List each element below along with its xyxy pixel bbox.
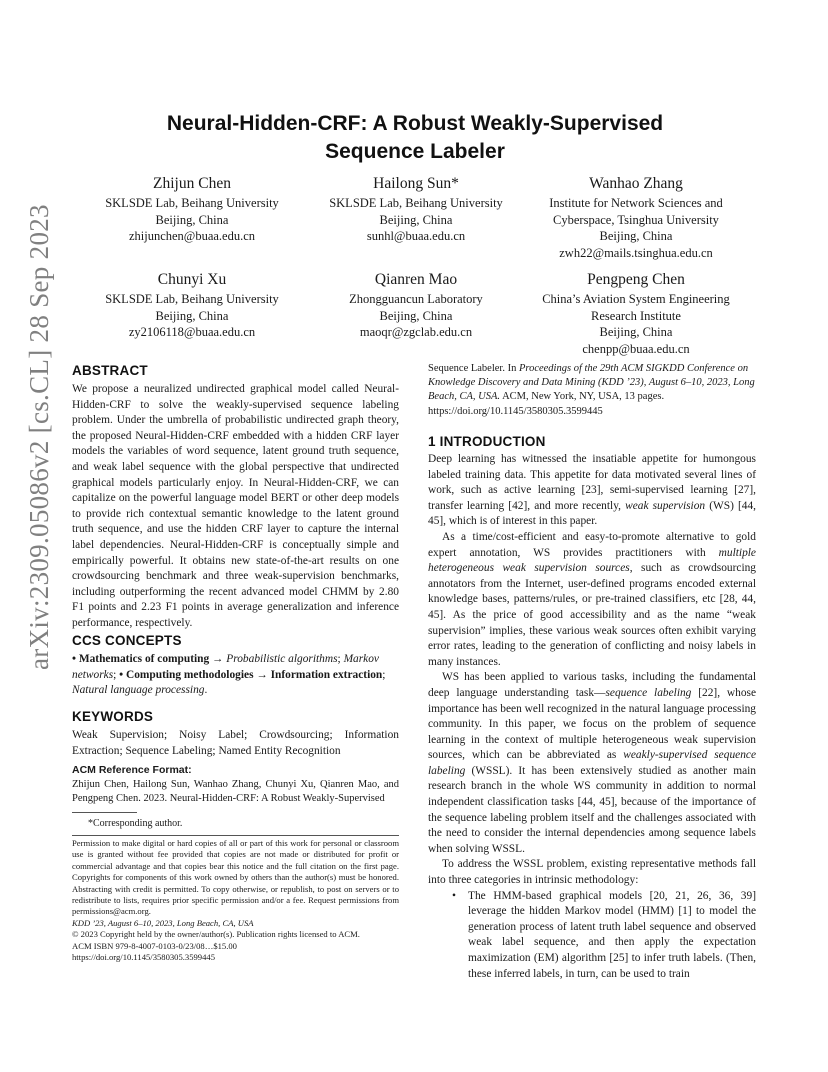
isbn-line: ACM ISBN 979-8-4007-0103-0/23/08…$15.00 bbox=[72, 940, 237, 951]
author-block bbox=[296, 270, 536, 341]
conference-line: KDD ’23, August 6–10, 2023, Long Beach, CA, USA bbox=[72, 917, 254, 928]
author-name: Wanhao Zhang bbox=[589, 175, 683, 192]
author-name: Pengpeng Chen bbox=[587, 271, 685, 288]
author-block bbox=[72, 174, 312, 245]
keywords-heading: KEYWORDS bbox=[72, 709, 154, 724]
abstract-heading: ABSTRACT bbox=[72, 363, 148, 378]
author-name: Zhijun Chen bbox=[153, 175, 231, 192]
author-affiliation: Institute for Network Sciences and bbox=[549, 196, 723, 210]
abstract-text: We propose a neuralized undirected graphical model called Neural-Hidden-CRF to solve the weakly-supervised sequence labeling problem. Under the umbrella of probabilistic undirected graph theory, the proposed Neural-Hidden-CRF embedded with a hidden CRF layer models the variables of word sequence, latent ground truth sequence, and weak label sequence with the global perspective that undirected graphical models particularly enjoy. In Neural-Hidden-CRF, we can capitalize on the powerful language model BERT or other deep models to provide rich contextual semantic knowledge to the latent ground truth sequence, and use the hidden CRF layer to capture the internal label dependencies. Neural-Hidden-CRF is conceptually simple and empirically powerful. It obtains new state-of-the-art results on one crowdsourcing benchmark and three weak-supervision benchmarks, including outperforming the recent advanced model CHMM by 2.80 F1 points and 2.23 F1 points in average generalization and inference performance, respectively. bbox=[72, 383, 399, 629]
author-affiliation: China’s Aviation System Engineering bbox=[542, 292, 730, 306]
author-email: maoqr@zgclab.edu.cn bbox=[359, 325, 473, 339]
paragraph: WS has been applied to various tasks, including the fundamental deep language understanding task—sequence labeling [22], whose importance has been well recognized in the natural language processing community. In this paper, we focus on the problem of sequence learning in the context of multiple heterogeneous weak supervision sources, which can be abbreviated as weakly-supervised sequence labeling (WSSL). It has been extensively studied as another main research branch in the whole WS community in addition to normal independent classification tasks [44, 45], because of the importance of the sequence labeling problem itself and the challenges associated with the need to consider the internal dependencies among sequence labels when solving WSSL. bbox=[428, 671, 757, 855]
author-affiliation: Research Institute bbox=[591, 308, 681, 323]
permission-rule bbox=[72, 835, 399, 836]
paper-title: Neural-Hidden-CRF: A Robust Weakly-Supervised Sequence Labeler bbox=[166, 112, 664, 163]
author-email: zwh22@mails.tsinghua.edu.cn bbox=[559, 245, 713, 260]
author-block bbox=[516, 174, 756, 261]
author-location: Beijing, China bbox=[599, 325, 673, 339]
paragraph: To address the WSSL problem, existing representative methods fall into three categories in intrinsic methodology: bbox=[428, 858, 756, 887]
author-email: chenpp@buaa.edu.cn bbox=[582, 341, 690, 356]
doi-link[interactable]: https://doi.org/10.1145/3580305.3599445 bbox=[72, 952, 215, 963]
keywords-text: Weak Supervision; Noisy Label; Crowdsourcing; Information Extraction; Sequence Labeling; Named Entity Recognition bbox=[72, 729, 399, 757]
author-affiliation: SKLSDE Lab, Beihang University bbox=[105, 196, 279, 210]
author-affiliation: Zhongguancun Laboratory bbox=[349, 292, 483, 306]
author-location: Beijing, China bbox=[599, 229, 673, 243]
permission-notice: Permission to make digital or hard copies of all or part of this work for personal or classroom use is granted without fee provided that copies are not made or distributed for profit or commercial advantage and that copies bear this notice and the full citation on the first page. Copyrights for components of this work owned by others than the author(s) must be honored. Abstracting with credit is permitted. To copy otherwise, or republish, to post on servers or to redistribute to lists, requires prior specific permission and/or a fee. Request permissions from permissions@acm.org. KDD ’23, August 6–10, 2023, Long Beach, CA, USA © 2023 Copyright held by the owner/author(s). Publication rights licensed to ACM. ACM ISBN 979-8-4007-0103-0/23/08…$15.00 https://doi.org/10.1145/3580305.3599445 bbox=[72, 838, 399, 963]
author-location: Beijing, China bbox=[379, 308, 453, 323]
introduction-text bbox=[428, 452, 756, 982]
author-email: zy2106118@buaa.edu.cn bbox=[128, 325, 256, 339]
introduction-heading: 1 INTRODUCTION bbox=[428, 434, 546, 449]
acm-reference-text: Zhijun Chen, Hailong Sun, Wanhao Zhang, Chunyi Xu, Qianren Mao, and Pengpeng Chen. 2023. Neural-Hidden-CRF: A Robust Weakly-Supervised bbox=[72, 779, 399, 804]
arxiv-sidebar-stamp bbox=[16, 204, 56, 690]
ccs-heading: CCS CONCEPTS bbox=[72, 633, 182, 648]
list-item: • The HMM-based graphical models [20, 21, 26, 36, 39] leverage the hidden Markov model (HMM) [1] to model the generation process of latent truth label sequence and observed weak label sequence, and then apply the expectation maximization (EM) algorithm [25] to infer truth labels. (Then, these inferred labels, in turn, can be used to train bbox=[452, 889, 756, 980]
author-block bbox=[72, 270, 312, 341]
copyright-line: © 2023 Copyright held by the owner/author(s). Publication rights licensed to ACM. bbox=[72, 929, 360, 940]
acm-reference-heading: ACM Reference Format: bbox=[72, 764, 192, 776]
author-location: Beijing, China bbox=[155, 308, 229, 323]
ccs-concepts: • Mathematics of computing → Probabilistic algorithms; Markov networks; • Computing methodologies → Information extraction; Natural language processing. bbox=[72, 653, 386, 697]
paragraph: As a time/cost-efficient and easy-to-promote alternative to gold expert annotation, WS provides practitioners with multiple heterogeneous weak supervision sources, such as crowdsourcing annotators from the Internet, user-defined programs encoded external knowledge bases, patterns/rules, or pre-trained classifiers, etc [28, 44, 45]. As the price of good accessibility and as the name “weak supervision” implies, these various weak sources often exhibit varying error rates, leading to the generation of conflicting and noisy labels in many instances. bbox=[428, 530, 756, 668]
author-affiliation: SKLSDE Lab, Beihang University bbox=[105, 292, 279, 306]
corresponding-author-footnote: *Corresponding author. bbox=[88, 818, 183, 829]
author-name: Qianren Mao bbox=[374, 271, 458, 288]
acm-reference-continued: Sequence Labeler. In Proceedings of the 29th ACM SIGKDD Conference on Knowledge Discovery and Data Mining (KDD ’23), August 6–10, 2023, Long Beach, CA, USA. ACM, New York, NY, USA, 13 pages. https://doi.org/10.1145/3580305.3599445 bbox=[428, 363, 755, 417]
author-email: zhijunchen@buaa.edu.cn bbox=[128, 229, 256, 243]
author-block bbox=[296, 174, 536, 245]
author-block bbox=[516, 270, 756, 357]
author-location: Beijing, China bbox=[379, 212, 453, 227]
author-affiliation: SKLSDE Lab, Beihang University bbox=[329, 196, 503, 210]
author-name: Chunyi Xu bbox=[157, 271, 227, 288]
bullet-icon: • bbox=[452, 889, 456, 902]
author-affiliation: Cyberspace, Tsinghua University bbox=[553, 212, 719, 227]
footnote-rule bbox=[72, 812, 137, 813]
author-name: Hailong Sun* bbox=[373, 175, 459, 192]
author-location: Beijing, China bbox=[155, 212, 229, 227]
paragraph: Deep learning has witnessed the insatiable appetite for humongous labeled training data. This appetite for data motivated several lines of work, such as active learning [23], semi-supervised learning [27], transfer learning [42], and more recently, weak supervision (WS) [44, 45], which is of interest in this paper. bbox=[428, 453, 756, 528]
arxiv-id: arXiv:2309.05086v2 [cs.CL] 28 Sep 2023 bbox=[24, 204, 54, 670]
author-email: sunhl@buaa.edu.cn bbox=[366, 229, 466, 243]
